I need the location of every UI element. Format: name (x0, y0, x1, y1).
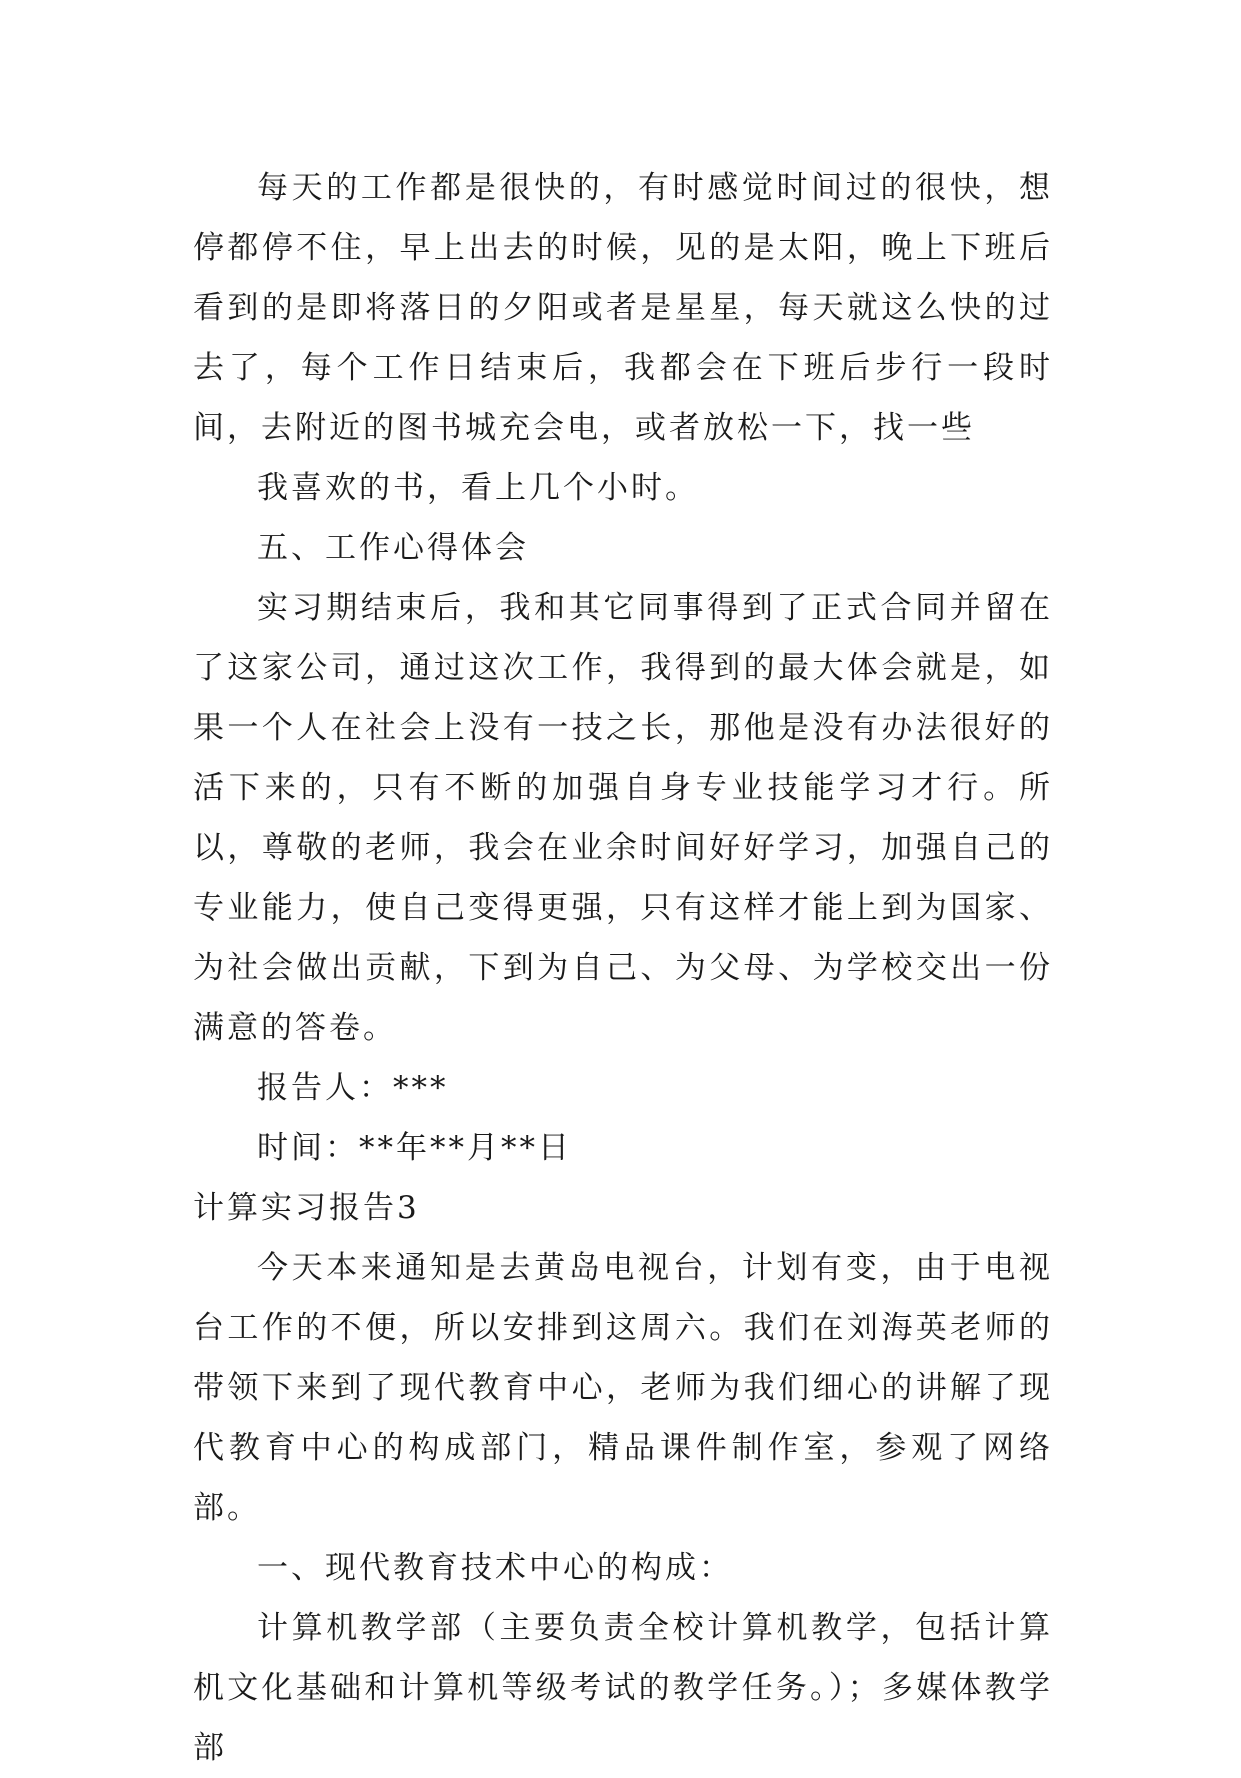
date-line: 时间：**年**月**日 (257, 1130, 572, 1166)
section-heading-center-structure: 一、现代教育技术中心的构成： (257, 1550, 733, 1586)
report-title: 计算实习报告3 (193, 1190, 420, 1226)
paragraph-daily-work: 每天的工作都是很快的，有时感觉时间过的很快，想停都停不住，早上出去的时候，见的是太阳，晚上下班后看到的是即将落日的夕阳或者是星星，每天就这么快的过去了，每个工作日结束后，我都会在下班后步行一段时间，去附近的图书城充会电，或者放松一下，找一些 (193, 170, 1053, 446)
reporter-line: 报告人：*** (257, 1070, 449, 1106)
paragraph-computer-teaching-dept: 计算机教学部（主要负责全校计算机教学，包括计算机文化基础和计算机等级考试的教学任务。）；多媒体教学部 (193, 1610, 1053, 1766)
paragraph-favorite-books: 我喜欢的书，看上几个小时。 (257, 470, 699, 506)
paragraph-education-center-visit: 今天本来通知是去黄岛电视台，计划有变，由于电视台工作的不便，所以安排到这周六。我们在刘海英老师的带领下来到了现代教育中心，老师为我们细心的讲解了现代教育中心的构成部门，精品课件制作室，参观了网络部。 (193, 1250, 1053, 1526)
paragraph-internship-end: 实习期结束后，我和其它同事得到了正式合同并留在了这家公司，通过这次工作，我得到的最大体会就是，如果一个人在社会上没有一技之长，那他是没有办法很好的活下来的，只有不断的加强自身专业技能学习才行。所以，尊敬的老师，我会在业余时间好好学习，加强自己的专业能力，使自己变得更强，只有这样才能上到为国家、为社会做出贡献，下到为自己、为父母、为学校交出一份满意的答卷。 (193, 590, 1053, 1046)
section-heading-work-experience: 五、工作心得体会 (257, 530, 529, 566)
document-body (193, 158, 1053, 1778)
